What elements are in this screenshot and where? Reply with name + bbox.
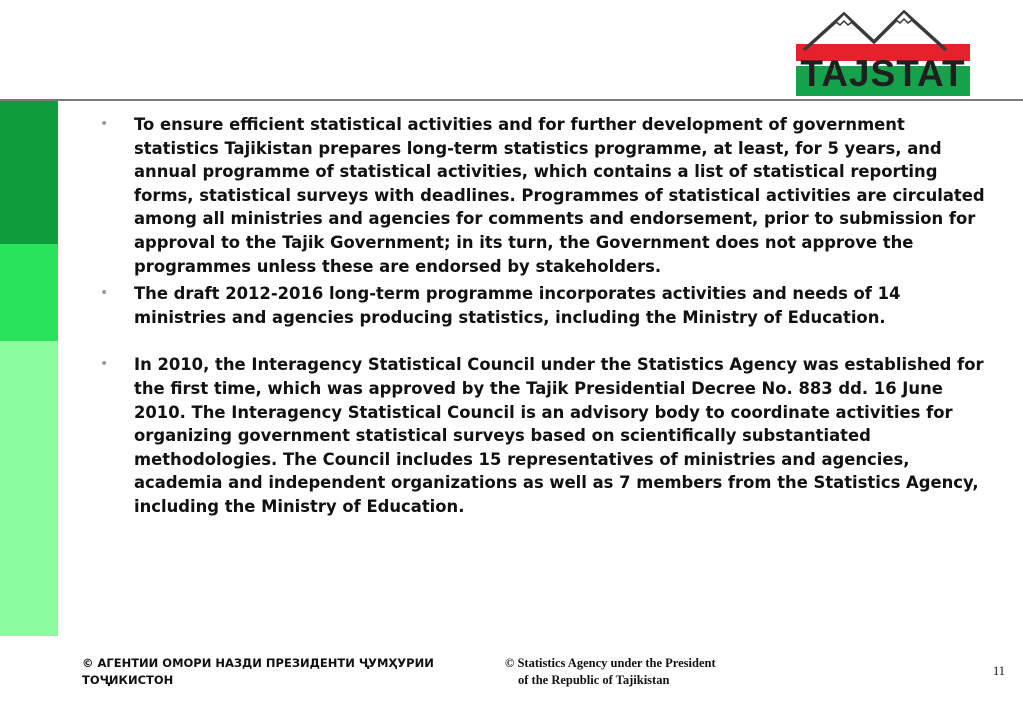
footer-copyright-tajik [82, 655, 462, 689]
bullet-icon: • [100, 116, 109, 132]
bullet-paragraph-draft-programme [100, 282, 990, 329]
slide-body [100, 113, 990, 519]
sidebar-block-dark [0, 101, 58, 244]
logo-wordmark: TAJSTAT [800, 53, 966, 94]
bullet-icon: • [100, 285, 109, 302]
paragraph-text: In 2010, the Interagency Statistical Council under the Statistics Agency was established for the first time, which was approved by the Tajik Presidential Decree No. 883 dd. 16 June 2010. The Interagency Statistical Council is an advisory body to coordinate activities for organizing government statistical surveys based on scientifically substantiated methodologies. The Council includes 15 representatives of ministries and agencies, academia and independent organizations as well as 7 members from the Statistics Agency, including the Ministry of Education. [134, 355, 984, 516]
header-rule [0, 99, 1023, 101]
paragraph-text: To ensure efficient statistical activities and for further development of government statistics Tajikistan prepares long-term statistics programme, at least, for 5 years, and annual programme of statistical activities, which contains a list of statistical reporting forms, statistical surveys with deadlines. Programmes of statistical activities are circulated among all ministries and agencies for comments and endorsement, prior to submission for approval to the Tajik Government; in its turn, the Government does not approve the programmes unless these are endorsed by stakeholders. [134, 115, 985, 276]
footer-center-line2: of the Republic of Tajikistan [518, 673, 670, 687]
sidebar-block-light [0, 341, 58, 636]
page-number: 11 [992, 664, 1005, 678]
footer-left-line2: ТОҶИКИСТОН [82, 673, 174, 687]
bullet-paragraph-programmes [100, 113, 990, 278]
tajstat-logo [796, 10, 970, 96]
footer-copyright-english [505, 655, 765, 689]
paragraph-text: The draft 2012-2016 long-term programme incorporates activities and needs of 14 ministries and agencies producing statistics, including the Ministry of Education. [134, 284, 901, 327]
footer-center-line1: © Statistics Agency under the President [505, 656, 716, 670]
bullet-paragraph-council [100, 353, 990, 518]
footer-left-line1: © АГЕНТИИ ОМОРИ НАЗДИ ПРЕЗИДЕНТИ ҶУМҲУРИИ [82, 656, 434, 670]
sidebar-block-medium [0, 244, 58, 341]
bullet-icon: • [100, 356, 109, 373]
